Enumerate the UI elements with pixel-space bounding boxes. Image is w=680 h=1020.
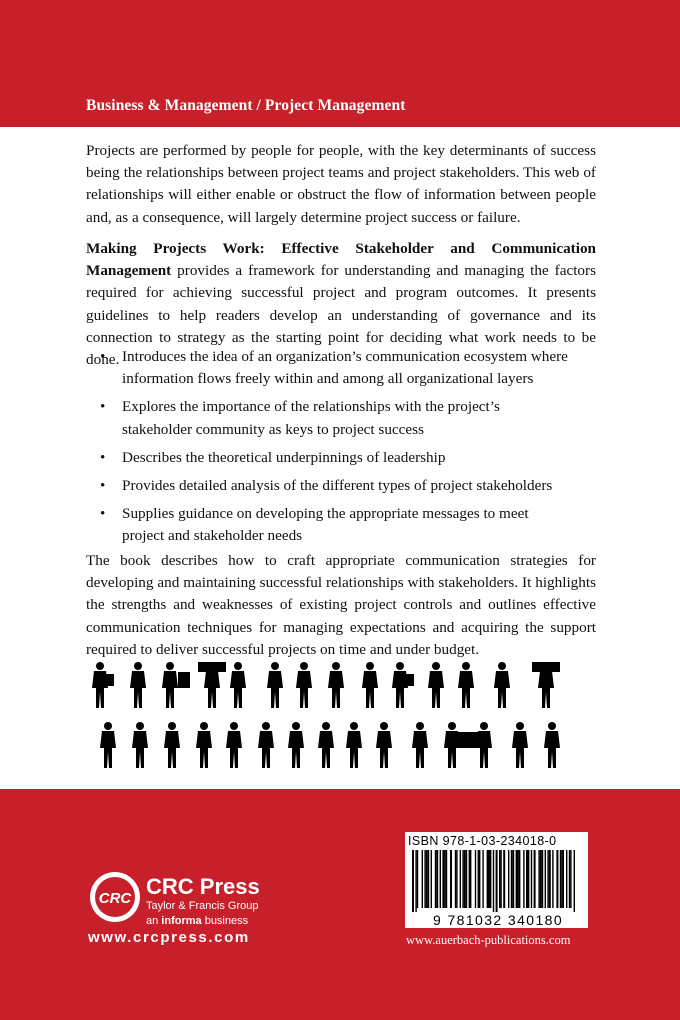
barcode-bar bbox=[574, 850, 575, 912]
barcode-bar bbox=[516, 850, 517, 908]
isbn-label: ISBN 978-1-03-234018-0 bbox=[408, 834, 557, 848]
barcode-bar bbox=[444, 850, 445, 908]
barcode-bar bbox=[526, 850, 528, 908]
barcode-bar bbox=[464, 850, 465, 908]
barcode-bar bbox=[412, 850, 414, 912]
barcode-bar bbox=[442, 850, 444, 908]
barcode-bar bbox=[545, 850, 546, 908]
barcode-bar bbox=[426, 850, 427, 908]
barcode-bar bbox=[540, 850, 541, 908]
list-item: • Describes the theoretical underpinnings of leadership bbox=[100, 447, 570, 469]
barcode-bar bbox=[470, 850, 471, 908]
person-silhouette bbox=[267, 662, 283, 708]
barcode-bar bbox=[517, 850, 518, 908]
person-silhouette bbox=[196, 722, 212, 768]
book-title: Making Projects Work: Effective Stakeholder and Communication Management bbox=[86, 240, 596, 280]
barcode-bar bbox=[560, 850, 561, 908]
barcode-icon bbox=[410, 850, 586, 912]
intro-paragraph: Projects are performed by people for people, with the key determinants of success being the relationships between project teams and project stakeholders. This web of relationships will either enable or obstruct the flow of information between people and, as a consequence, will largely determine project success or failure. bbox=[86, 142, 596, 226]
person-silhouette bbox=[412, 722, 428, 768]
barcode-bar bbox=[437, 850, 438, 908]
barcode-bar bbox=[427, 850, 429, 908]
publisher-group: Taylor & Francis Group bbox=[146, 900, 259, 912]
barcode-bar bbox=[478, 850, 479, 908]
list-item: • Supplies guidance on developing the appropriate messages to meet project and stakeholder needs bbox=[100, 503, 570, 547]
person-silhouette bbox=[346, 722, 362, 768]
feature-list bbox=[100, 346, 570, 554]
person-silhouette bbox=[532, 662, 560, 708]
barcode-bar bbox=[499, 850, 500, 908]
person-silhouette bbox=[100, 722, 116, 768]
barcode-bar bbox=[487, 850, 488, 908]
person-silhouette bbox=[230, 662, 246, 708]
barcode-bar bbox=[456, 850, 457, 908]
person-silhouette bbox=[544, 722, 560, 768]
person-silhouette bbox=[428, 662, 444, 708]
barcode-bar bbox=[493, 850, 494, 912]
barcode-bar bbox=[424, 850, 425, 908]
barcode-bar bbox=[415, 850, 416, 912]
person-silhouette bbox=[92, 662, 114, 708]
informa-word: informa bbox=[161, 915, 202, 927]
barcode-bar bbox=[450, 850, 452, 908]
barcode-bar bbox=[479, 850, 480, 908]
person-silhouette bbox=[226, 722, 242, 768]
barcode-bar bbox=[534, 850, 536, 908]
publisher-name: CRC Press bbox=[146, 874, 260, 899]
closing-paragraph: The book describes how to craft appropriate communication strategies for developing and maintaining successful relationships with stakeholders. It highlights the strengths and weaknesses of existing project controls and outlines effective communication techniques for managing expectations and acquiring the support required to deliver successful projects on time and under budget. bbox=[86, 552, 596, 658]
person-silhouette bbox=[476, 722, 492, 768]
barcode-bar bbox=[446, 850, 447, 908]
barcode-bar bbox=[455, 850, 456, 908]
crc-press-logo-icon bbox=[88, 870, 142, 924]
person-silhouette bbox=[164, 722, 180, 768]
publisher-url[interactable]: www.crcpress.com bbox=[88, 929, 250, 946]
barcode-bar bbox=[475, 850, 476, 908]
barcode-bar bbox=[570, 850, 571, 908]
person-silhouette bbox=[392, 662, 414, 708]
informa-prefix: an bbox=[146, 915, 162, 927]
person-silhouette bbox=[328, 662, 344, 708]
barcode-bar bbox=[435, 850, 437, 908]
person-silhouette bbox=[458, 662, 474, 708]
barcode-bar bbox=[528, 850, 529, 908]
barcode-bar bbox=[563, 850, 564, 908]
publisher-informa bbox=[146, 915, 248, 927]
barcode-bar bbox=[490, 850, 491, 908]
barcode-bar bbox=[531, 850, 532, 908]
barcode-bar bbox=[538, 850, 539, 908]
svg-text:CRC: CRC bbox=[98, 890, 132, 907]
list-item: • Introduces the idea of an organization’s communication ecosystem where information flows freely within and among all organizational layers bbox=[100, 346, 570, 390]
person-silhouette bbox=[130, 662, 146, 708]
barcode-bar bbox=[552, 850, 553, 908]
barcode-bar bbox=[549, 850, 551, 908]
barcode-bar bbox=[556, 850, 558, 908]
person-silhouette bbox=[362, 662, 378, 708]
barcode-bar bbox=[488, 850, 490, 908]
barcode-bar bbox=[462, 850, 463, 908]
barcode-bar bbox=[547, 850, 548, 908]
barcode-bar bbox=[541, 850, 543, 908]
informa-suffix: business bbox=[201, 915, 249, 927]
barcode-bar bbox=[496, 850, 498, 912]
category-label: Business & Management / Project Management bbox=[86, 97, 406, 114]
person-silhouette bbox=[376, 722, 392, 768]
barcode-bar bbox=[482, 850, 483, 908]
person-silhouette bbox=[288, 722, 304, 768]
barcode-bar bbox=[440, 850, 441, 908]
person-silhouette bbox=[512, 722, 528, 768]
barcode-bar bbox=[469, 850, 470, 908]
barcode-bar bbox=[513, 850, 514, 908]
person-silhouette bbox=[296, 662, 312, 708]
barcode-bar bbox=[511, 850, 513, 908]
person-silhouette bbox=[318, 722, 334, 768]
barcode-bar bbox=[508, 850, 509, 908]
list-item: • Explores the importance of the relationships with the project’s stakeholder community as keys to project success bbox=[100, 396, 570, 440]
person-silhouette bbox=[162, 662, 190, 708]
barcode-bar bbox=[422, 850, 423, 908]
barcode-bar bbox=[417, 850, 418, 908]
imprint-url[interactable]: www.auerbach-publications.com bbox=[406, 933, 571, 947]
person-silhouette bbox=[132, 722, 148, 768]
barcode-number: 9 781032 340180 bbox=[433, 912, 563, 928]
barcode-bar bbox=[561, 850, 562, 908]
description-text: provides a framework for understanding and managing the factors required for achieving successful project and program outcomes. It presents guidelines to help readers develop an understanding of governance and its connection to strategy as the starting point for deciding what work needs to be done. bbox=[86, 262, 596, 369]
barcode-bar bbox=[431, 850, 432, 908]
barcode-bar bbox=[518, 850, 520, 908]
barcode-bar bbox=[500, 850, 501, 908]
person-silhouette bbox=[258, 722, 274, 768]
barcode-bar bbox=[523, 850, 524, 908]
barcode-bar bbox=[569, 850, 570, 908]
barcode-bar bbox=[503, 850, 505, 908]
barcode-bar bbox=[460, 850, 461, 908]
people-silhouettes-illustration bbox=[90, 660, 590, 780]
list-item: • Provides detailed analysis of the different types of project stakeholders bbox=[100, 475, 570, 497]
barcode-bar bbox=[566, 850, 567, 908]
barcode-bar bbox=[465, 850, 467, 908]
person-silhouette bbox=[198, 662, 226, 708]
person-silhouette bbox=[494, 662, 510, 708]
